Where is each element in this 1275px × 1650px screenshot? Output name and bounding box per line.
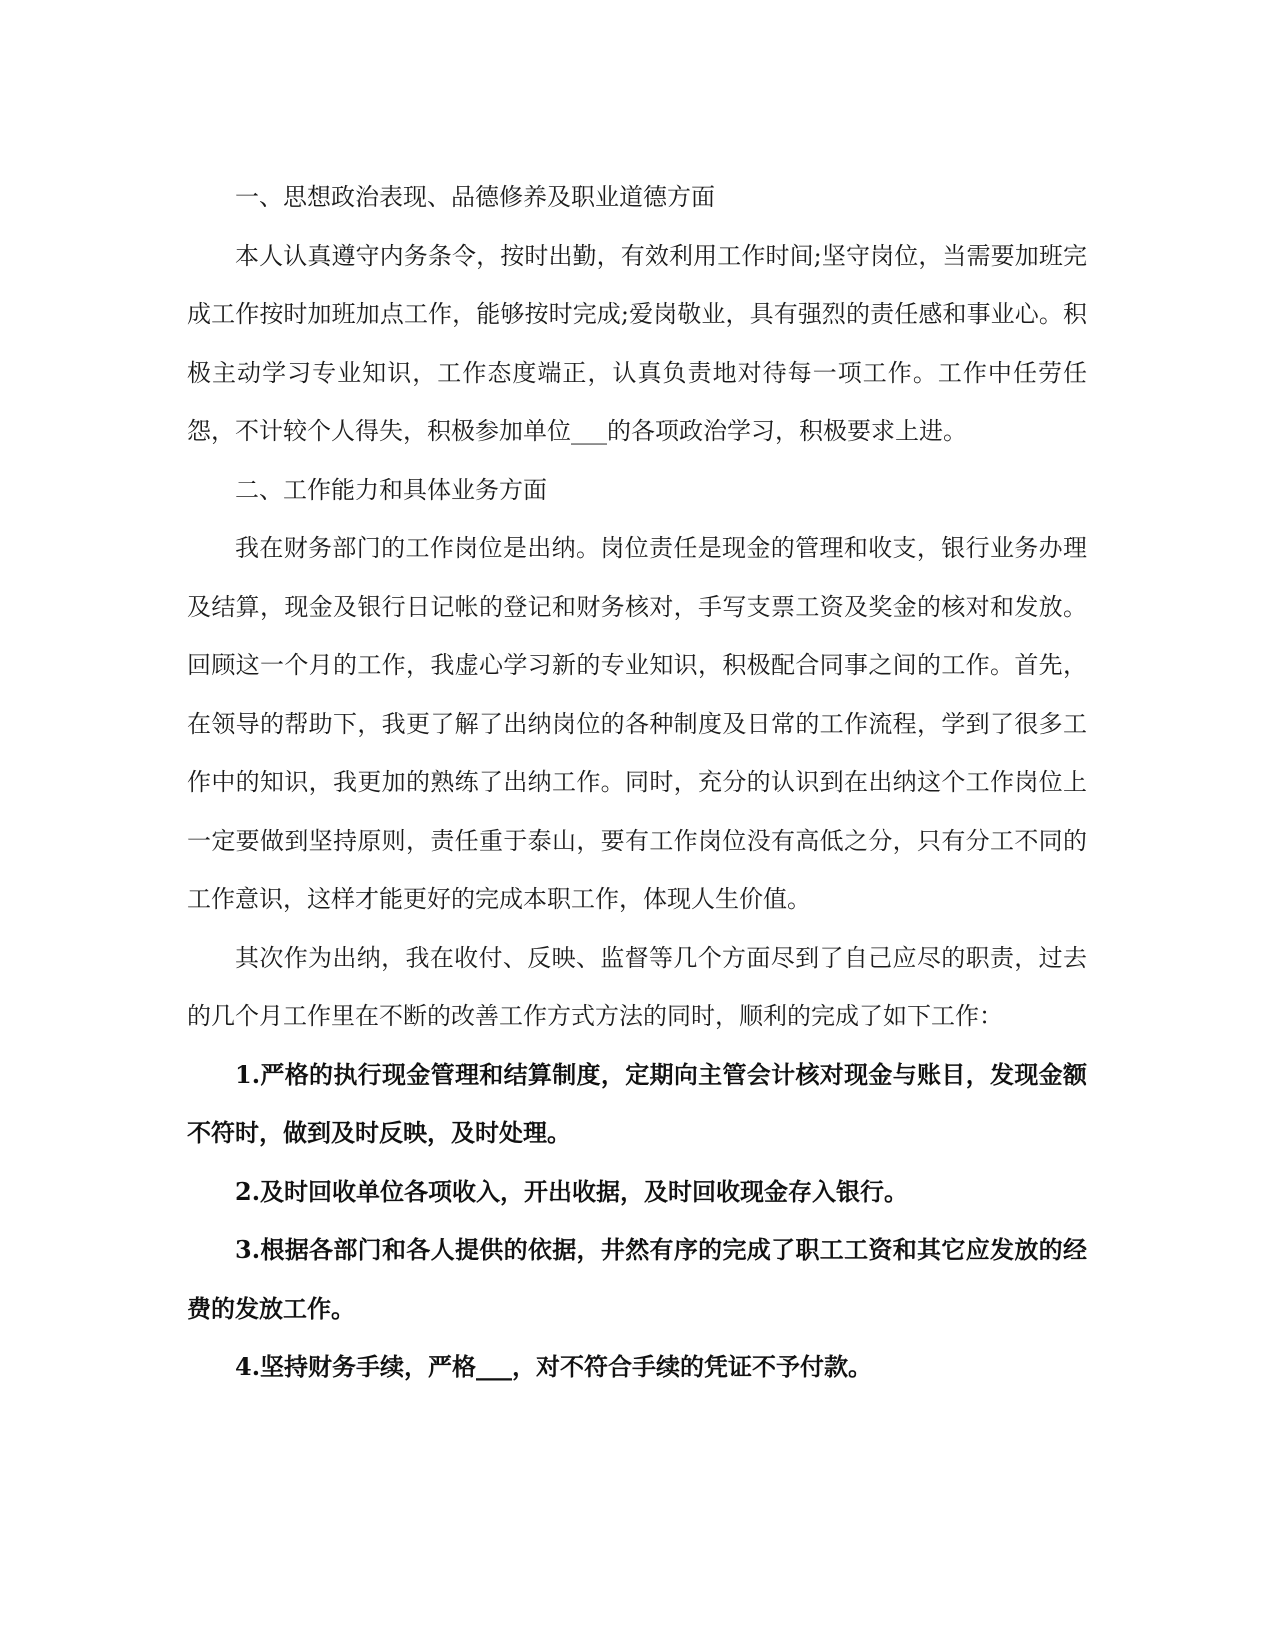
document-body: [187, 168, 1087, 1397]
list-item-3: 3.根据各部门和各人提供的依据，井然有序的完成了职工工资和其它应发放的经费的发放工作。: [187, 1235, 1087, 1323]
paragraph-cashier-duties: 我在财务部门的工作岗位是出纳。岗位责任是现金的管理和收支，银行业务办理及结算，现金及银行日记帐的登记和财务核对，手写支票工资及奖金的核对和发放。回顾这一个月的工作，我虚心学习新的专业知识，积极配合同事之间的工作。首先，在领导的帮助下，我更了解了出纳岗位的各种制度及日常的工作流程，学到了很多工作中的知识，我更加的熟练了出纳工作。同时，充分的认识到在出纳这个工作岗位上一定要做到坚持原则，责任重于泰山，要有工作岗位没有高低之分，只有分工不同的工作意识，这样才能更好的完成本职工作，体现人生价值。: [187, 534, 1087, 913]
section-heading-work-ability: 二、工作能力和具体业务方面: [235, 475, 547, 504]
list-item-4: 4.坚持财务手续，严格___，对不符合手续的凭证不予付款。: [235, 1352, 873, 1381]
paragraph-political-conduct: 本人认真遵守内务条令，按时出勤，有效利用工作时间;坚守岗位，当需要加班完成工作按时加班加点工作，能够按时完成;爱岗敬业，具有强烈的责任感和事业心。积极主动学习专业知识，工作态度端正，认真负责地对待每一项工作。工作中任劳任怨，不计较个人得失，积极参加单位___的各项政治学习，积极要求上进。: [187, 241, 1087, 445]
list-item-1: 1.严格的执行现金管理和结算制度，定期向主管会计核对现金与账目，发现金额不符时，做到及时反映，及时处理。: [187, 1059, 1087, 1147]
paragraph-responsibilities-summary: 其次作为出纳，我在收付、反映、监督等几个方面尽到了自己应尽的职责，过去的几个月工作里在不断的改善工作方式方法的同时，顺利的完成了如下工作：: [187, 943, 1087, 1030]
list-item-2: 2.及时回收单位各项收入，开出收据，及时回收现金存入银行。: [235, 1176, 909, 1206]
section-heading-political: 一、思想政治表现、品德修养及职业道德方面: [235, 183, 715, 211]
